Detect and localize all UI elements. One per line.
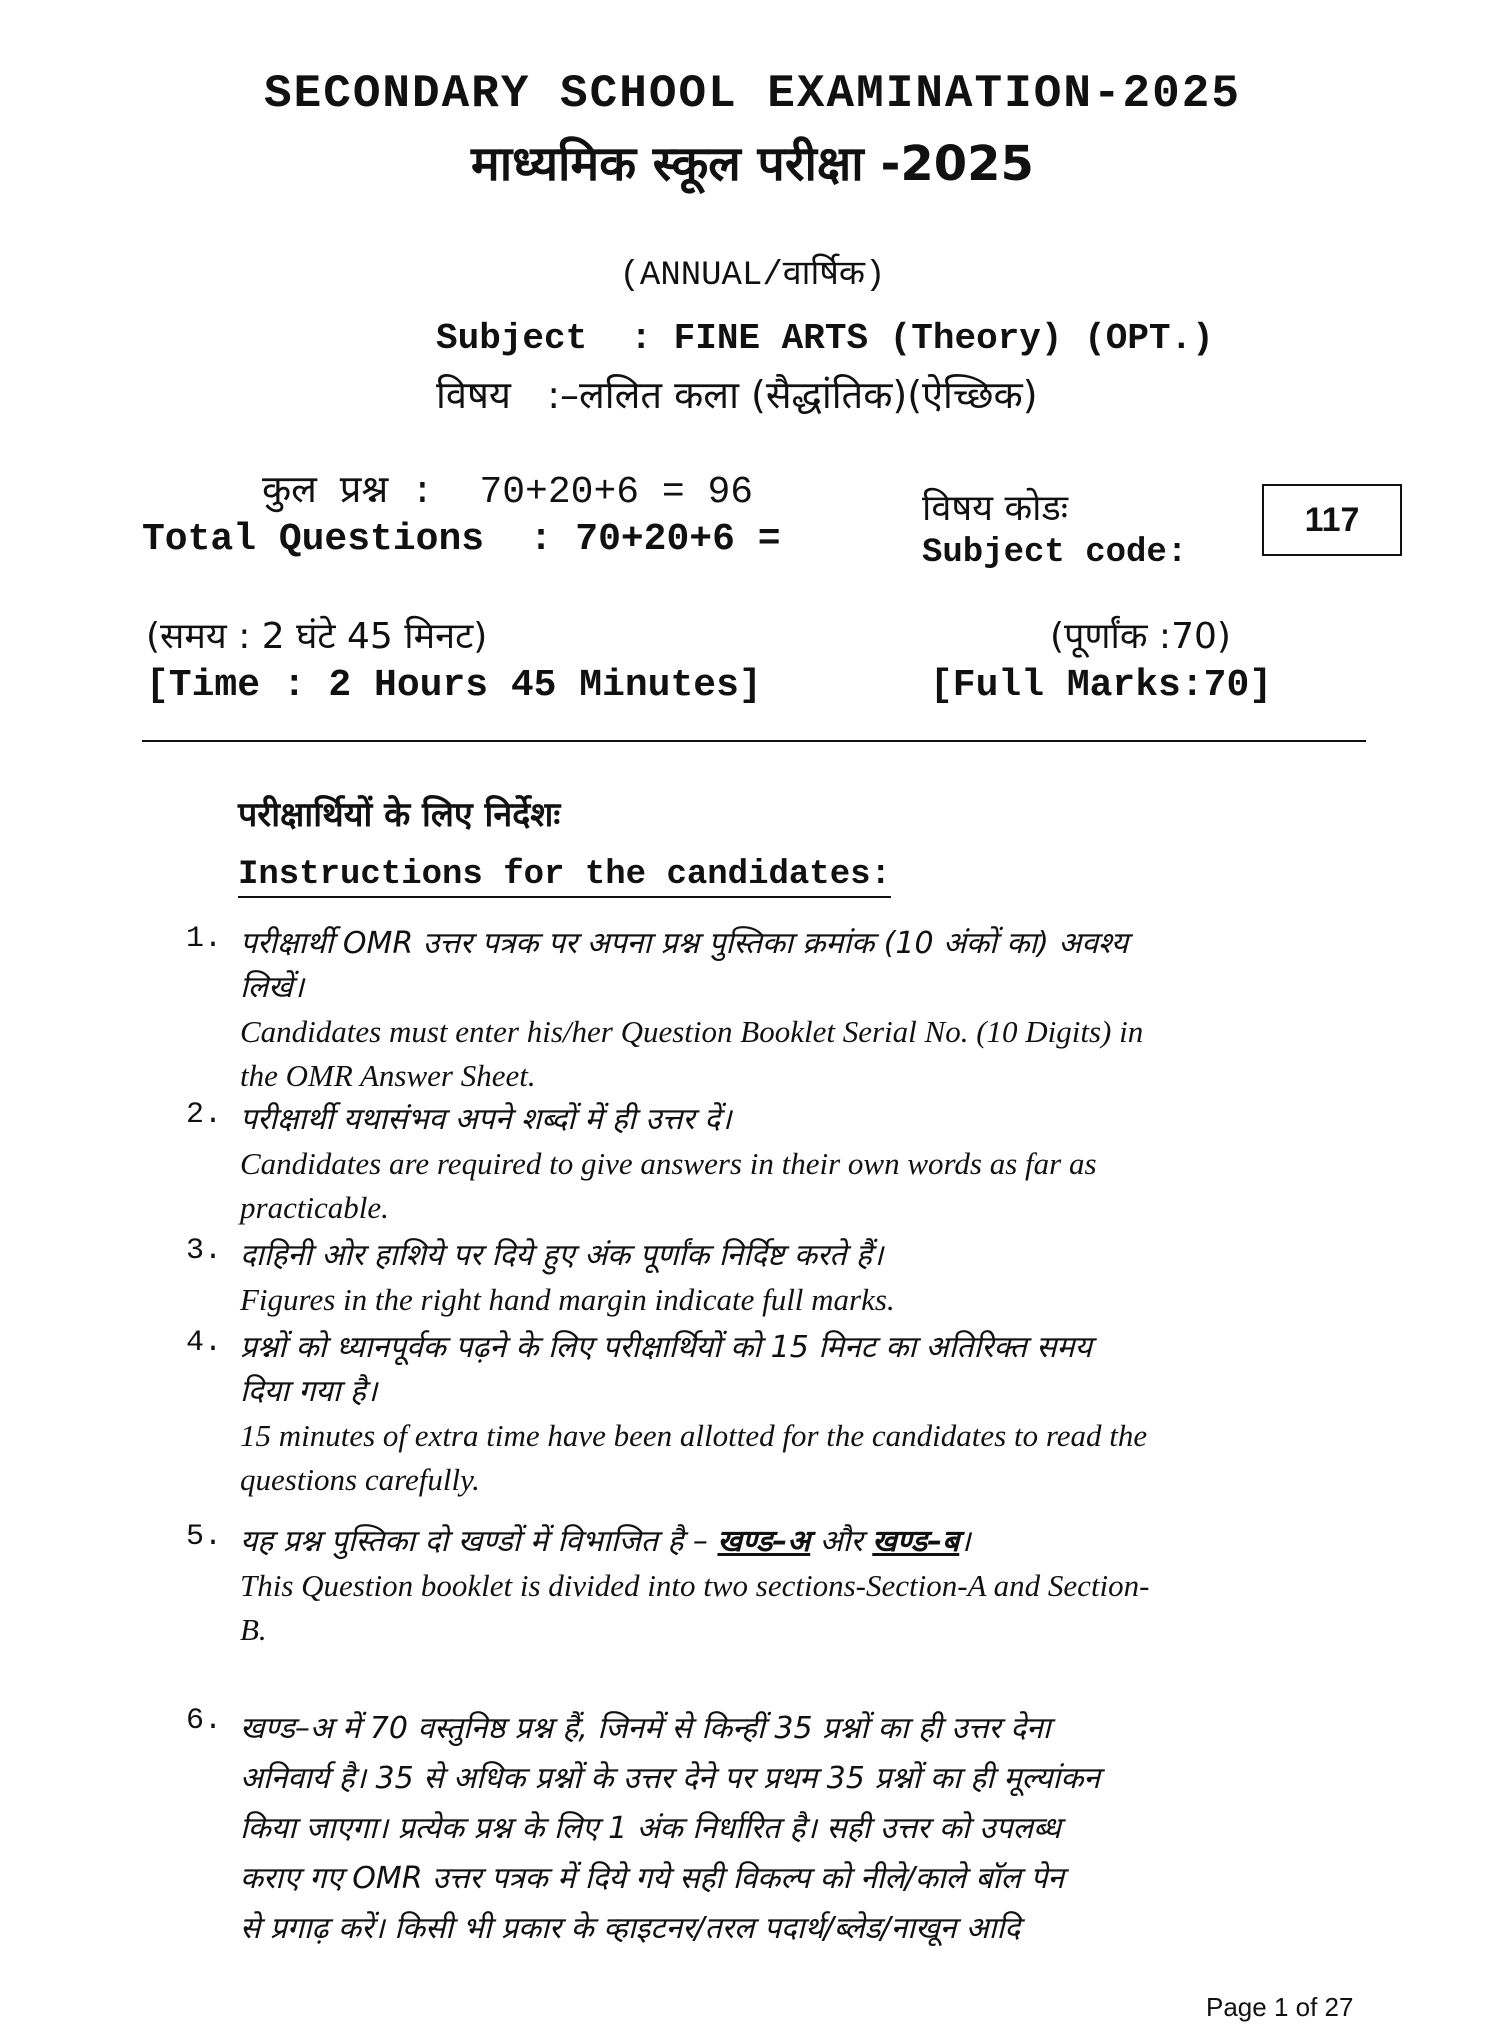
instruction-text-hindi: दिया गया है। <box>240 1374 378 1409</box>
exam-title-english: SECONDARY SCHOOL EXAMINATION-2025 <box>264 68 1241 120</box>
instruction-text-english: This Question booklet is divided into two sections-Section-A and Section- <box>240 1568 1150 1603</box>
subject-code-label-english: Subject code: <box>922 534 1188 572</box>
instruction-text-english: 15 minutes of extra time have been allotted for the candidates to read the <box>240 1418 1148 1453</box>
instruction-text-hindi: अनिवार्य है। 35 से अधिक प्रश्नों के उत्तर देने पर प्रथम 35 प्रश्नों का ही मूल्यांकन <box>240 1761 1101 1796</box>
instruction-text-english: B. <box>240 1612 267 1647</box>
total-questions-hindi: कुल प्रश्न : 70+20+6 = 96 <box>262 471 754 514</box>
instruction-text-hindi: किया जाएगा। प्रत्येक प्रश्न के लिए 1 अंक निर्धारित है। सही उत्तर को उपलब्ध <box>240 1811 1061 1846</box>
full-marks-hindi: (पूर्णांक :70) <box>1050 616 1231 657</box>
instruction-text-english: Figures in the right hand margin indicate full marks. <box>240 1282 895 1317</box>
time-hindi: (समय : 2 घंटे 45 मिनट) <box>146 616 488 657</box>
instruction-text-part: । <box>959 1524 971 1559</box>
instruction-text-hindi: प्रश्नों को ध्यानपूर्वक पढ़ने के लिए परीक्षार्थियों को 15 मिनट का अतिरिक्त समय <box>240 1330 1092 1365</box>
subject-code-box: 117 <box>1262 484 1402 556</box>
instruction-number: 3. <box>186 1234 223 1268</box>
instruction-text-hindi: लिखें। <box>240 970 305 1005</box>
instruction-number: 5. <box>186 1520 223 1554</box>
section-a-label: खण्ड–अ <box>717 1524 811 1559</box>
instruction-text-hindi: परीक्षार्थी यथासंभव अपने शब्दों में ही उत्तर दें। <box>240 1102 732 1137</box>
instruction-text-hindi: खण्ड–अ में 70 वस्तुनिष्ठ प्रश्न हैं, जिनमें से किन्हीं 35 प्रश्नों का ही उत्तर देना <box>240 1711 1051 1746</box>
full-marks-english: [Full Marks:70] <box>930 664 1273 707</box>
instructions-heading-english: Instructions for the candidates: <box>238 856 891 898</box>
instruction-number: 2. <box>186 1098 223 1132</box>
page-number: Page 1 of 27 <box>1206 1992 1354 2022</box>
instruction-text-english: questions carefully. <box>240 1462 480 1497</box>
total-questions-english: Total Questions : 70+20+6 = <box>142 518 781 561</box>
exam-title-hindi: माध्यमिक स्कूल परीक्षा -2025 <box>471 136 1034 192</box>
instruction-text-english: Candidates must enter his/her Question Booklet Serial No. (10 Digits) in <box>240 1014 1144 1049</box>
subject-code-label-hindi: विषय कोडः <box>922 488 1068 529</box>
time-english: [Time : 2 Hours 45 Minutes] <box>146 664 762 707</box>
exam-type: (ANNUAL/वार्षिक) <box>619 257 886 295</box>
subject-english: Subject : FINE ARTS (Theory) (OPT.) <box>436 318 1214 359</box>
instruction-text-hindi: परीक्षार्थी OMR उत्तर पत्रक पर अपना प्रश्न पुस्तिका क्रमांक (10 अंकों का) अवश्य <box>240 926 1129 961</box>
instruction-number: 1. <box>186 922 223 956</box>
instruction-text-hindi: दाहिनी ओर हाशिये पर दिये हुए अंक पूर्णांक निर्दिष्ट करते हैं। <box>240 1238 884 1273</box>
header-divider <box>142 740 1366 742</box>
section-b-label: खण्ड–ब <box>872 1524 960 1559</box>
instruction-text-english: the OMR Answer Sheet. <box>240 1058 536 1093</box>
instruction-number: 4. <box>186 1326 223 1360</box>
instruction-text-hindi <box>240 1520 1376 1564</box>
instruction-text-hindi: कराए गए OMR उत्तर पत्रक में दिये गये सही विकल्प को नीले/काले बॉल पेन <box>240 1861 1065 1896</box>
instruction-text-english: Candidates are required to give answers in their own words as far as <box>240 1146 1097 1181</box>
instruction-text-part: यह प्रश्न पुस्तिका दो खण्डों में विभाजित है – <box>240 1524 718 1559</box>
instruction-text-part: और <box>810 1524 873 1559</box>
subject-hindi: विषय :–ललित कला (सैद्धांतिक)(ऐच्छिक) <box>436 373 1038 417</box>
instruction-text-hindi: से प्रगाढ़ करें। किसी भी प्रकार के व्हाइटनर/तरल पदार्थ/ब्लेड/नाखून आदि <box>240 1911 1021 1946</box>
instruction-text-english: practicable. <box>240 1190 389 1225</box>
instruction-number: 6. <box>186 1704 223 1738</box>
instructions-heading-hindi: परीक्षार्थियों के लिए निर्देशः <box>238 795 561 835</box>
